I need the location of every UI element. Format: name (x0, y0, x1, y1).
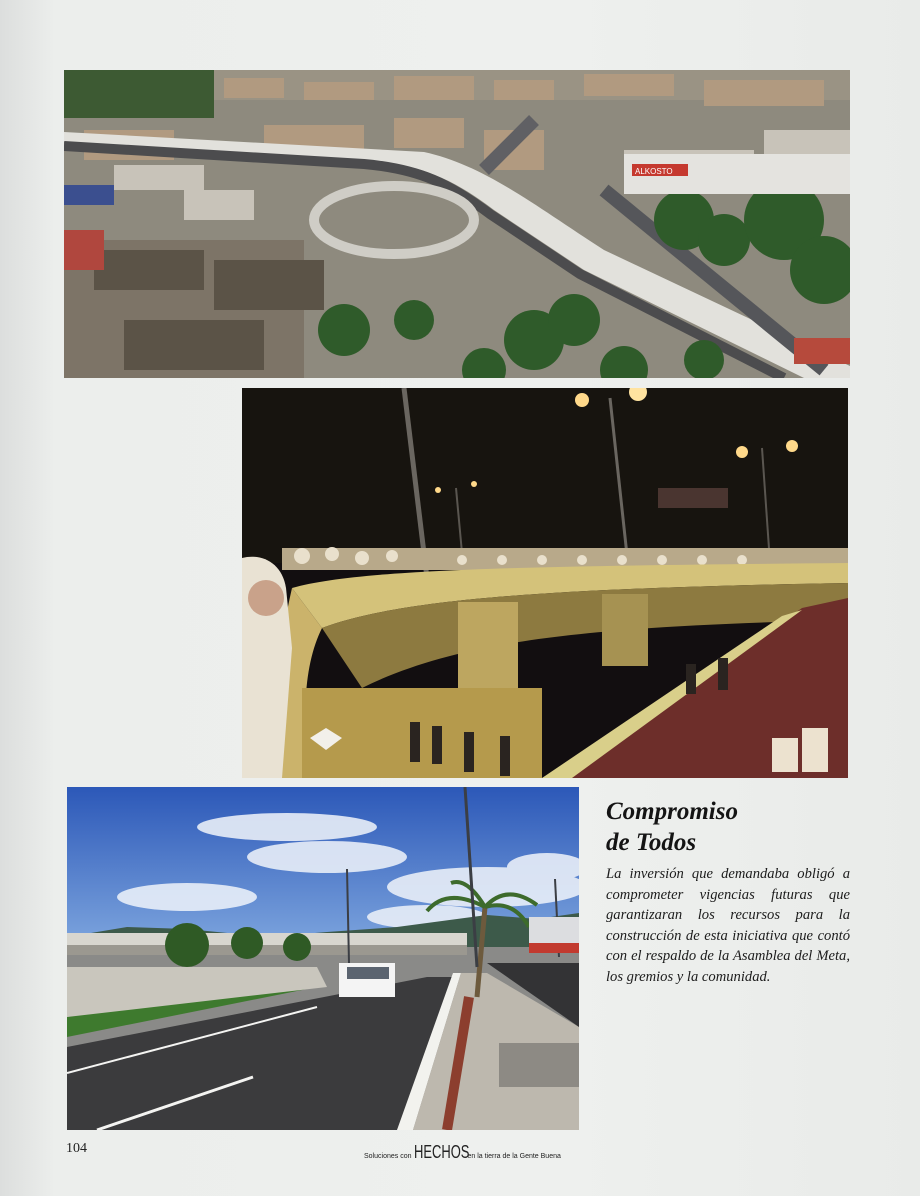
tagline-before: Soluciones con (364, 1153, 412, 1160)
night-overpass-photo (242, 388, 848, 778)
store-sign: ALKOSTO (635, 167, 673, 176)
article-body: La inversión que demandaba obligó a comprometer vigencias futuras que garantizaran los recursos para la construcción de esta iniciativa que contó con el respaldo de la Asamblea del Meta, los gremios y la comunidad. (606, 866, 850, 985)
aerial-city-photo (64, 70, 850, 378)
footer-tagline (364, 1142, 561, 1163)
page-number: 104 (66, 1141, 87, 1156)
tagline-after: en la tierra de la Gente Buena (467, 1153, 561, 1160)
heading-line-1: Compromiso (606, 798, 738, 825)
heading-line-2: de Todos (606, 829, 697, 856)
brand-name: HECHOS (414, 1142, 470, 1162)
article-heading (606, 796, 856, 858)
daytime-road-photo (67, 787, 579, 1130)
